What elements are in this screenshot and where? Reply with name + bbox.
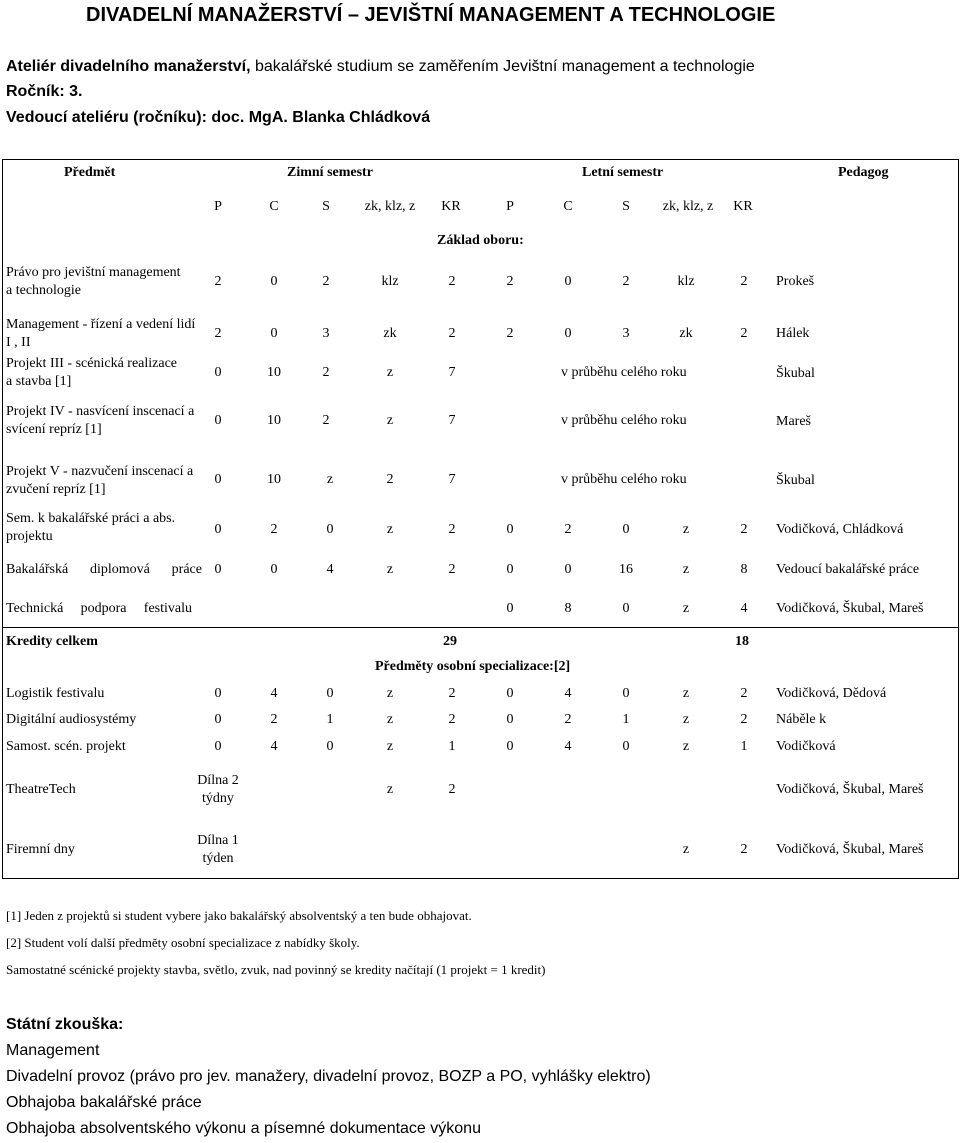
cell: 8	[740, 562, 748, 577]
sub-c-letni: C	[563, 199, 573, 214]
cell: 2	[740, 686, 748, 701]
cell: z	[386, 365, 394, 380]
cell: 0	[270, 274, 278, 289]
cell: 2	[740, 842, 748, 857]
cell: 2	[448, 522, 456, 537]
row-diplomova-name: Bakalářská diplomová práce	[6, 562, 202, 577]
cell: 0	[564, 562, 572, 577]
cell: klz	[381, 274, 399, 289]
cell: z	[682, 601, 690, 616]
col-zimni: Zimní semestr	[287, 165, 373, 180]
cell: 2	[270, 712, 278, 727]
cell: 0	[326, 522, 334, 537]
cell-pedagog: Prokeš	[776, 274, 815, 289]
cell-pedagog: Vodičková, Škubal, Mareš	[776, 782, 924, 797]
sub-p-zimni: P	[214, 199, 222, 214]
cell: 0	[622, 739, 630, 754]
cell-pedagog: Vodičková, Škubal, Mareš	[776, 601, 924, 616]
cell: 7	[448, 472, 456, 487]
cell: 8	[564, 601, 572, 616]
table-border-left	[2, 159, 3, 879]
cell: 10	[267, 413, 281, 428]
cell: zk	[679, 326, 693, 341]
cell: 4	[564, 686, 572, 701]
cell: 0	[622, 686, 630, 701]
cell: z	[682, 686, 690, 701]
cell-pedagog: Mareš	[776, 414, 811, 429]
statni-heading: Státní zkouška:	[6, 1016, 124, 1033]
cell: 0	[326, 739, 334, 754]
cell: 0	[214, 686, 222, 701]
cell-pedagog: Vodičková, Chládková	[776, 522, 904, 537]
cell: 2	[322, 365, 330, 380]
statni-item: Management	[6, 1042, 100, 1059]
cell: 2	[448, 782, 456, 797]
kredity-letni: 18	[735, 634, 749, 649]
cell: 2	[740, 712, 748, 727]
cell: 0	[214, 472, 222, 487]
cell: 1	[622, 712, 630, 727]
cell-pedagog: Náběle k	[776, 712, 827, 727]
cell: 0	[564, 326, 572, 341]
cell: 0	[270, 562, 278, 577]
col-letni: Letní semestr	[582, 165, 664, 180]
cell: z	[682, 712, 690, 727]
kredity-line-top	[2, 627, 959, 628]
cell-pedagog: Vodičková	[776, 739, 836, 754]
cell: z	[682, 739, 690, 754]
cell-pedagog: Škubal	[776, 366, 815, 381]
cell: 2	[448, 562, 456, 577]
footnote-2: [2] Student volí další předměty osobní specializace z nabídky školy.	[6, 935, 360, 950]
atelier-rest: bakalářské studium se zaměřením Jevištní management a technologie	[250, 58, 755, 75]
firemni-name: Firemní dny	[6, 842, 75, 857]
table-border-top	[2, 159, 959, 160]
cell: 2	[506, 274, 514, 289]
cell: 16	[619, 562, 633, 577]
spec-samost-name: Samost. scén. projekt	[6, 739, 126, 754]
cell: 0	[506, 739, 514, 754]
footnote-1: [1] Jeden z projektů si student vybere jako bakalářský absolventský a ten bude obhajovat.	[6, 908, 472, 923]
cell: 0	[506, 601, 514, 616]
vedouci-line: Vedoucí ateliéru (ročníku): doc. MgA. Blanka Chládková	[6, 109, 431, 126]
cell: 2	[322, 274, 330, 289]
spec-audio-name: Digitální audiosystémy	[6, 712, 137, 727]
cell: 3	[622, 326, 630, 341]
cell: 0	[622, 522, 630, 537]
section-specializace: Předměty osobní specializace:[2]	[375, 659, 571, 674]
row-management-name: Management - řízení a vedení lidí I , II	[6, 317, 196, 350]
cell: 0	[214, 562, 222, 577]
cell: 1	[326, 712, 334, 727]
cell: 0	[564, 274, 572, 289]
cell: 2	[506, 326, 514, 341]
cell: 2	[564, 712, 572, 727]
sub-zk-letni: zk, klz, z	[662, 199, 714, 214]
row-pravo-name: Právo pro jevištní management a technologie	[6, 265, 181, 298]
cell: z	[682, 842, 690, 857]
cell: 2	[448, 326, 456, 341]
cell: 2	[740, 522, 748, 537]
theatretech-dilna: Dílna 2 týdny	[197, 773, 239, 806]
atelier-line	[6, 58, 755, 76]
cell: 10	[267, 365, 281, 380]
table-border-bottom	[2, 878, 959, 879]
cell: 2	[386, 472, 394, 487]
sub-kr-zimni: KR	[441, 199, 461, 214]
cell: 4	[740, 601, 748, 616]
cell: z	[386, 686, 394, 701]
statni-item: Obhajoba bakalářské práce	[6, 1094, 202, 1111]
cell: z	[682, 522, 690, 537]
cell: 0	[214, 739, 222, 754]
section-zaklad: Základ oboru:	[437, 233, 524, 248]
cell: 7	[448, 413, 456, 428]
row-projekt4-name: Projekt IV - nasvícení inscenací a svícení repríz [1]	[6, 404, 195, 437]
cell-pedagog: Vedoucí bakalářské práce	[776, 562, 920, 577]
sub-s-zimni: S	[322, 199, 330, 214]
cell: 1	[448, 739, 456, 754]
rocnik-line: Ročník: 3.	[6, 83, 83, 100]
cell-span: v průběhu celého roku	[561, 413, 687, 428]
cell: z	[386, 782, 394, 797]
page-title: DIVADELNÍ MANAŽERSTVÍ – JEVIŠTNÍ MANAGEMENT A TECHNOLOGIE	[86, 4, 776, 26]
cell: 0	[506, 522, 514, 537]
cell-pedagog: Vodičková, Škubal, Mareš	[776, 842, 924, 857]
atelier-bold: Ateliér divadelního manažerství,	[6, 58, 251, 75]
table-border-right	[958, 159, 959, 879]
row-seminar-name: Sem. k bakalářské práci a abs. projektu	[6, 511, 176, 544]
cell: 2	[322, 413, 330, 428]
cell: z	[386, 562, 394, 577]
footnote-3: Samostatné scénické projekty stavba, světlo, zvuk, nad povinný se kredity načítají (1 projekt = 1 kredit)	[6, 962, 546, 977]
cell: 4	[270, 739, 278, 754]
cell: 0	[506, 562, 514, 577]
cell: 2	[622, 274, 630, 289]
cell: 0	[270, 326, 278, 341]
cell: 2	[214, 326, 222, 341]
cell: zk	[383, 326, 397, 341]
col-pedagog: Pedagog	[838, 165, 889, 180]
cell: 2	[270, 522, 278, 537]
statni-item: Obhajoba absolventského výkonu a písemné dokumentace výkonu	[6, 1120, 481, 1137]
cell: 2	[740, 274, 748, 289]
row-technicka-name: Technická podpora festivalu	[6, 601, 192, 616]
cell: z	[386, 413, 394, 428]
cell: 2	[564, 522, 572, 537]
spec-logistik-name: Logistik festivalu	[6, 686, 105, 701]
cell: 3	[322, 326, 330, 341]
sub-s-letni: S	[622, 199, 630, 214]
cell: 4	[270, 686, 278, 701]
cell: z	[386, 739, 394, 754]
cell: 4	[326, 562, 334, 577]
statni-item: Divadelní provoz (právo pro jev. manažery, divadelní provoz, BOZP a PO, vyhlášky elektro)	[6, 1068, 651, 1085]
sub-p-letni: P	[506, 199, 514, 214]
cell: 0	[214, 522, 222, 537]
cell: 2	[214, 274, 222, 289]
cell-pedagog: Vodičková, Dědová	[776, 686, 887, 701]
sub-kr-letni: KR	[733, 199, 753, 214]
cell: 2	[740, 326, 748, 341]
cell-span: v průběhu celého roku	[561, 472, 687, 487]
cell: 0	[506, 686, 514, 701]
cell: 0	[326, 686, 334, 701]
cell-span: v průběhu celého roku	[561, 365, 687, 380]
row-projekt5-name: Projekt V - nazvučení inscenací a zvučení repríz [1]	[6, 464, 194, 497]
kredity-label: Kredity celkem	[6, 634, 98, 649]
cell: 0	[506, 712, 514, 727]
cell-pedagog: Škubal	[776, 473, 815, 488]
cell: 2	[448, 712, 456, 727]
cell: 2	[448, 274, 456, 289]
cell: 0	[214, 365, 222, 380]
cell: z	[386, 522, 394, 537]
cell: z	[386, 712, 394, 727]
cell: 2	[448, 686, 456, 701]
cell: 0	[214, 712, 222, 727]
sub-zk-zimni: zk, klz, z	[364, 199, 416, 214]
cell: 4	[564, 739, 572, 754]
kredity-zimni: 29	[443, 634, 457, 649]
cell: z	[682, 562, 690, 577]
cell: 1	[740, 739, 748, 754]
cell: 0	[622, 601, 630, 616]
cell: 0	[214, 413, 222, 428]
sub-c-zimni: C	[269, 199, 279, 214]
cell: z	[326, 472, 334, 487]
theatretech-name: TheatreTech	[6, 782, 76, 797]
col-predmet: Předmět	[64, 165, 116, 180]
cell-pedagog: Hálek	[776, 326, 810, 341]
cell: klz	[677, 274, 695, 289]
row-projekt3-name: Projekt III - scénická realizace a stavba [1]	[6, 356, 178, 389]
cell: 7	[448, 365, 456, 380]
firemni-dilna: Dílna 1 týden	[197, 833, 239, 866]
cell: 10	[267, 472, 281, 487]
